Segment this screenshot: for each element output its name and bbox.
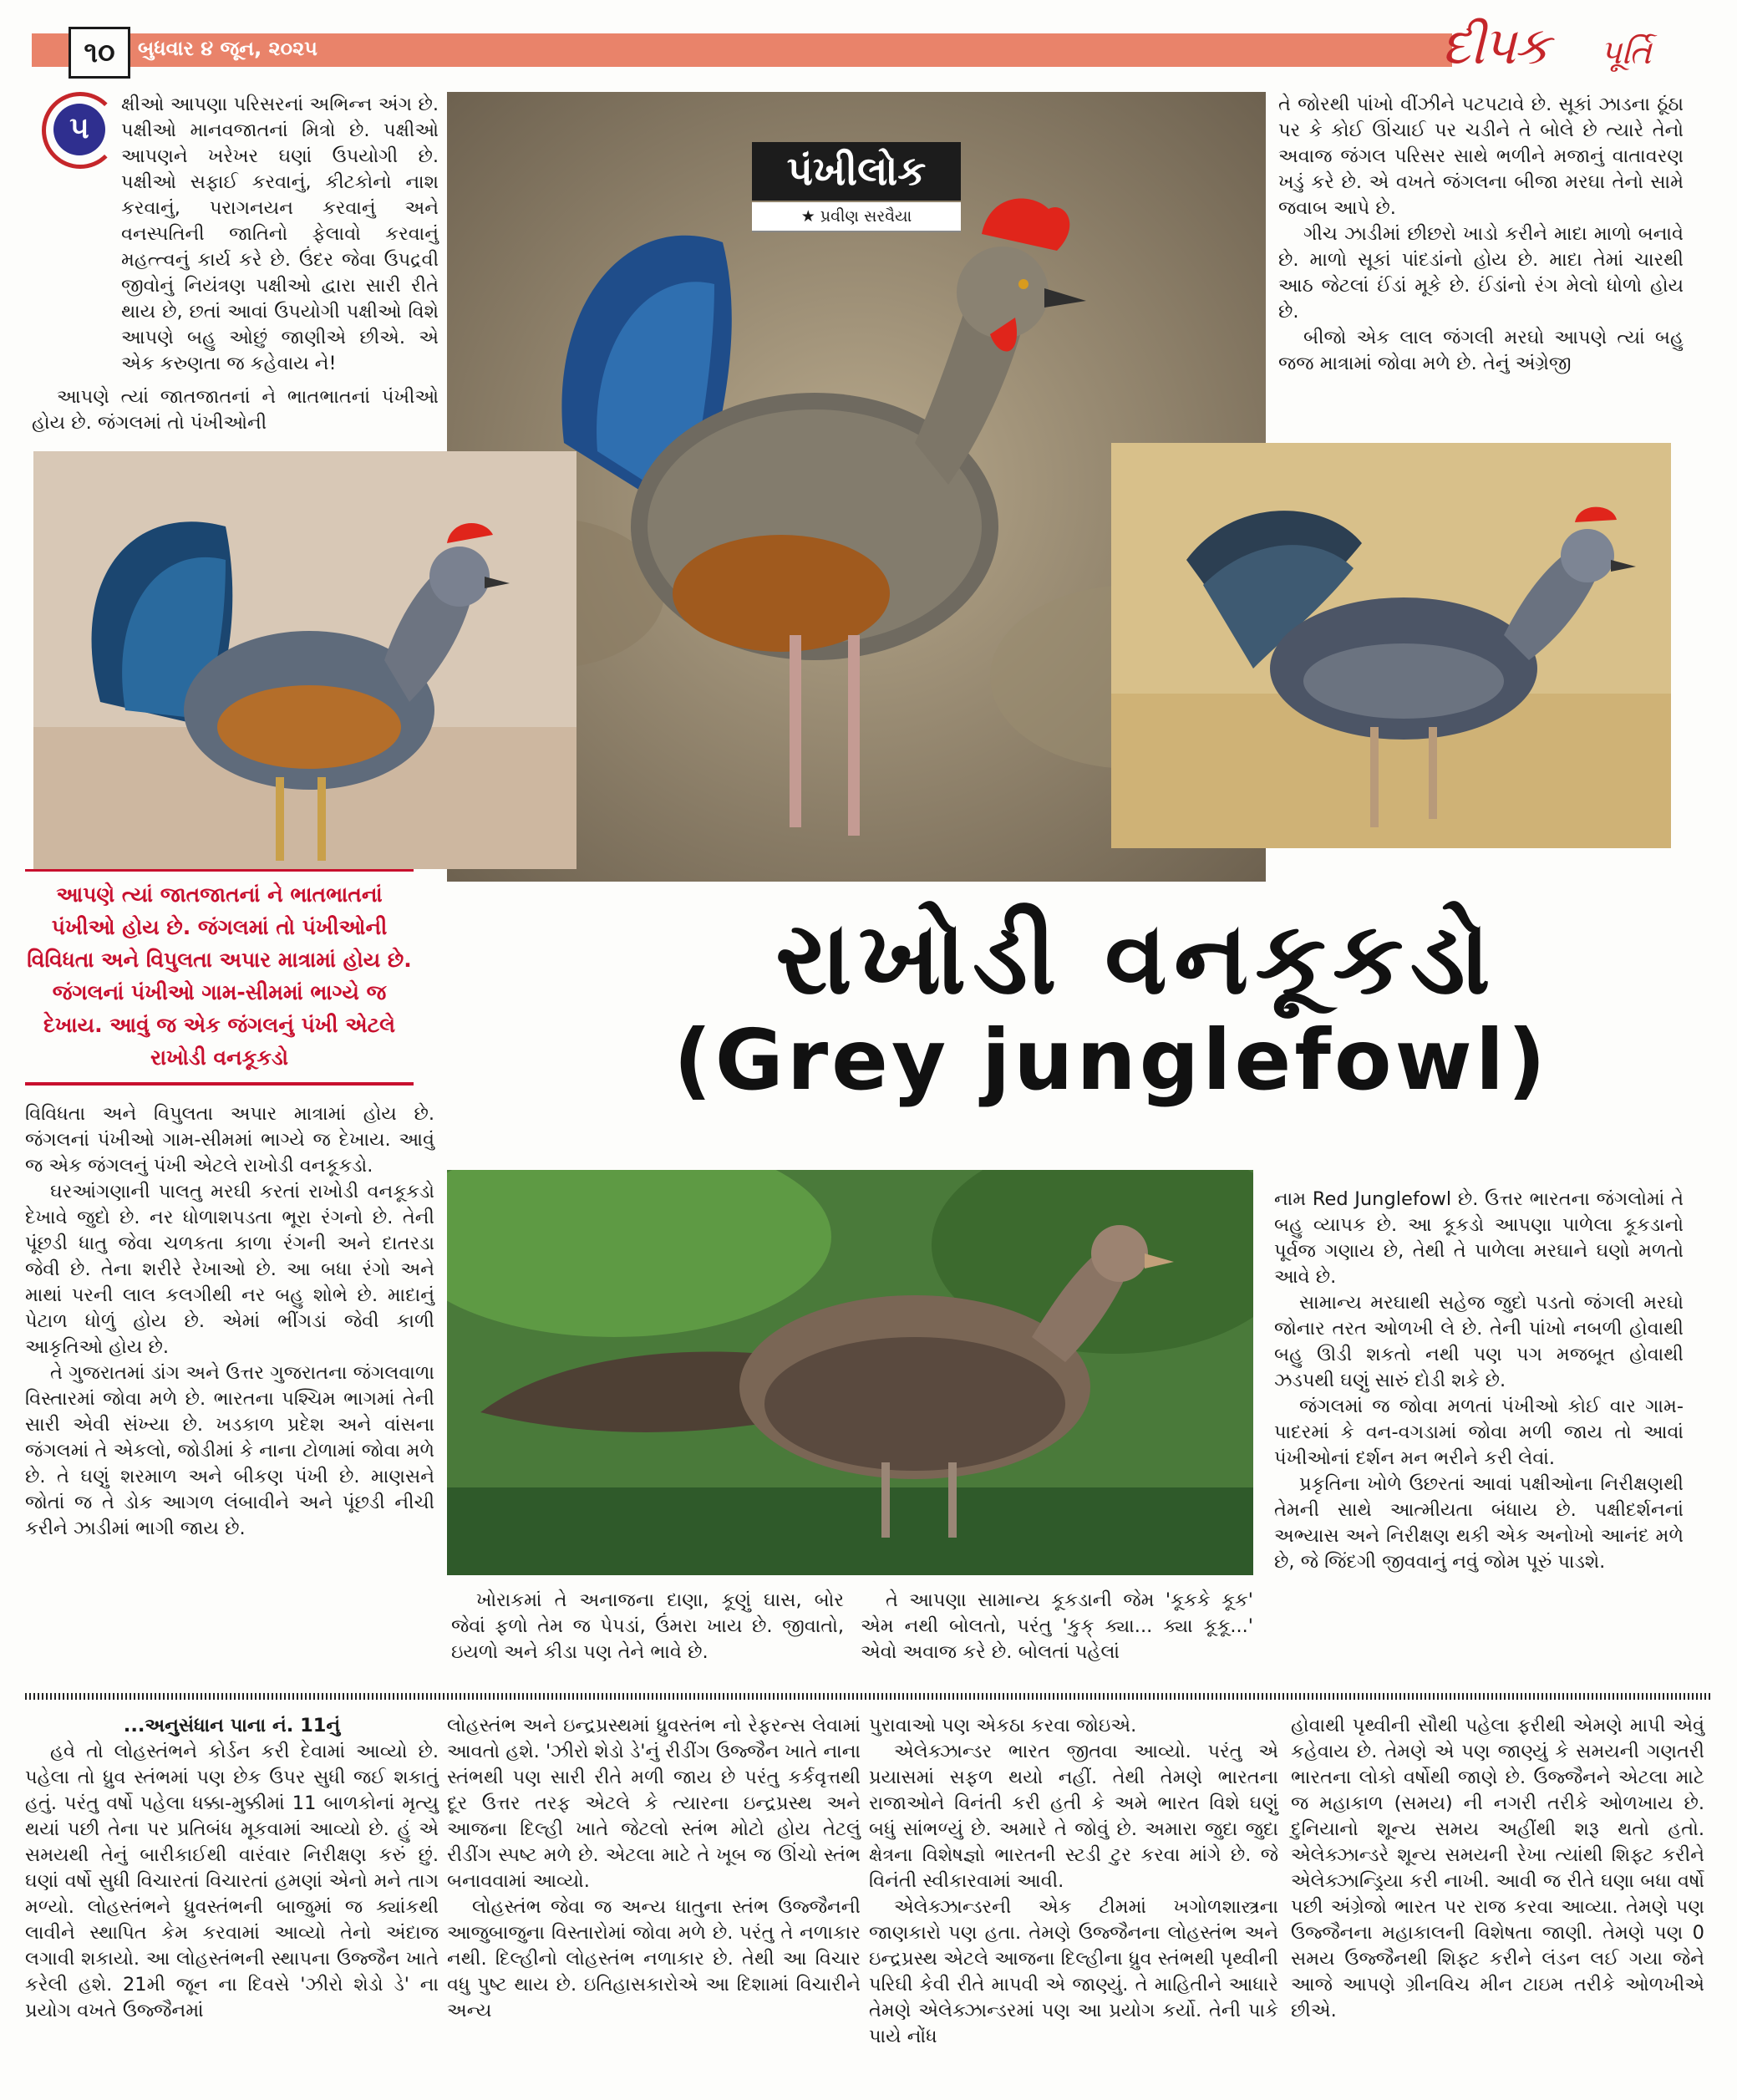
column-name: પંખીલોક (752, 142, 961, 201)
supplement-title: દીપક (1441, 15, 1548, 76)
continuation-heading: ...અનુસંધાન પાના નં. 11નું (123, 1715, 341, 1736)
article-paragraph: એલેક્ઝાન્ડરની એક ટીમમાં ખગોળશાસ્ત્રના જાણકારો પણ હતા. તેમણે ઉજ્જૈનના લોહસ્તંભ અને ઇન્દ્રપ્રસ્થ એટલે આજના દિલ્હીના ધ્રુવ સ્તંભથી પૃથ્વીની પરિઘી કેવી રીતે માપવી એ જાણ્યું. તે માહિતીને આધારે તેમણે એલેક્ઝાન્ડરમાં પણ આ પ્રયોગ કર્યો. તેની પાકે પાયે નોંધ (869, 1896, 1278, 2047)
article-col1-bottom (25, 1101, 434, 1542)
section-divider (25, 1693, 1713, 1700)
article-paragraph: ઘરઆંગણાની પાલતુ મરઘી કરતાં રાખોડી વનકૂકડો દેખાવે જુદો છે. નર ધોળાશપડતા ભૂરા રંગનો છે. તેની પૂંછડી ધાતુ જેવા ચળકતા કાળા રંગની અને દાતરડા જેવી છે. તેના શરીરે રેખાઓ છે. આ બધા રંગો અને માથાં પરની લાલ કલગીથી નર બહુ શોભે છે. માદાનું પેટાળ ધોળું હોય છે. એમાં ભીંગડાં જેવી કાળી આકૃતિઓ હોય છે. (25, 1181, 434, 1358)
article-paragraph: લોહસ્તંભ જેવા જ અન્ય ધાતુના સ્તંભ ઉજ્જૈનની આજુબાજુના વિસ્તારોમાં જોવા મળે છે. પરંતુ તે નળાકાર નથી. દિલ્હીનો લોહસ્તંભ નળાકાર છે. તેથી આ વિચાર વધુ પુષ્ટ થાય છે. ઇતિહાસકારોએ આ દિશામાં વિચારીને અન્ય (447, 1896, 861, 2021)
article-paragraph: હવે તો લોહસ્તંભને કોર્ડન કરી દેવામાં આવ્યો છે. પહેલા તો ધ્રુવ સ્તંભમાં પણ છેક ઉપર સુધી જઈ શકાતું હતું. પરંતુ વર્ષો પહેલા ધક્કા-મુક્કીમાં 11 બાળકોનાં મૃત્યુ થયાં પછી તેના પર પ્રતિબંધ મૂકવામાં આવ્યો છે. હું એ સમયથી તેનું બારીકાઈથી વારંવાર નિરીક્ષણ કરું છું. ઘણાં વર્ષો સુધી વિચારતાં વિચારતાં હમણાં એનો મને તાગ મળ્યો. લોહસ્તંભને ધ્રુવસ્તંભની બાજુમાં જ ક્યાંકથી લાવીને સ્થાપિત કેમ કરવામાં આવ્યો તેનો અંદાજ લગાવી શકાયો. આ લોહસ્તંભની સ્થાપના ઉજ્જૈન ખાતે કરેલી હશે. 21મી જૂન ના દિવસે 'ઝીરો શેડો ડે' ના પ્રયોગ વખતે ઉજ્જૈનમાં (25, 1741, 439, 2021)
headline-gujarati: રાખોડી વનકૂકડો (775, 901, 1497, 1017)
article-paragraph: ખોરાકમાં તે અનાજના દાણા, કૂણું ઘાસ, બોર જેવાં ફળો તેમ જ પેપડાં, ઉંમરા ખાય છે. જીવાતો, ઇયળો અને કીડા પણ તેને ભાવે છે. (451, 1589, 844, 1663)
article-col4-bottom (1274, 1187, 1684, 1575)
article-paragraph: ગીચ ઝાડીમાં છીછરો ખાડો કરીને માદા માળો બનાવે છે. માળો સૂકાં પાંદડાંનો હોય છે. માદા તેમાં ચારથી આઠ જેટલાં ઈંડાં મૂકે છે. ઈંડાંનો રંગ મેલો ધોળો હોય છે. (1278, 223, 1684, 323)
continuation-col2 (447, 1713, 861, 2024)
continuation-col3 (869, 1713, 1278, 2050)
author-byline: ★ પ્રવીણ સરવૈયા (752, 202, 961, 232)
photo-hen (447, 1170, 1253, 1575)
article-paragraph: તે જોરથી પાંખો વીંઝીને પટપટાવે છે. સૂકાં ઝાડના ઠૂંઠા પર કે કોઈ ઊંચાઈ પર ચડીને તે બોલે છે ત્યારે તેનો અવાજ જંગલ પરિસર સાથે ભળીને મજાનું વાતાવરણ ખડું કરે છે. એ વખતે જંગલના બીજા મરઘા તેનો સામે જવાબ આપે છે. (1278, 94, 1684, 219)
continuation-col1 (25, 1713, 439, 2024)
article-paragraph: તે ગુજરાતમાં ડાંગ અને ઉત્તર ગુજરાતના જંગલવાળા વિસ્તારમાં જોવા મળે છે. ભારતના પશ્ચિમ ભાગમાં તેની સારી એવી સંખ્યા છે. ખડકાળ પ્રદેશ અને વાંસના જંગલમાં તે એકલો, જોડીમાં કે નાના ટોળામાં જોવા મળે છે. તે ઘણું શરમાળ અને બીકણ પંખી છે. માણસને જોતાં જ તે ડોક આગળ લંબાવીને અને પૂંછડી નીચી કરીને ઝાડીમાં ભાગી જાય છે. (25, 1362, 434, 1539)
article-paragraph: પ્રકૃતિના ખોળે ઉછરતાં આવાં પક્ષીઓના નિરીક્ષણથી તેમની સાથે આત્મીયતા બંધાય છે. પક્ષીદર્શનનાં અભ્યાસ અને નિરીક્ષણ થકી એક અનોખો આનંદ મળે છે, જે જિંદગી જીવવાનું નવું જોમ પૂરું પાડશે. (1274, 1473, 1684, 1573)
article-paragraph: આપણે ત્યાં જાતજાતનાં ને ભાતભાતનાં પંખીઓ હોય છે. જંગલમાં તો પંખીઓની (32, 386, 439, 434)
dropcap-letter: ૫ (53, 104, 105, 155)
headline-english: (Grey junglefowl) (673, 1011, 1549, 1109)
article-paragraph: જંગલમાં જ જોવા મળતાં પંખીઓ કોઈ વાર ગામ-પાદરમાં કે વન-વગડામાં જોવા મળી જાય તો આવાં પંખીઓનાં દર્શન મન ભરીને કરી લેવાં. (1274, 1396, 1684, 1469)
article-paragraph: વિવિધતા અને વિપુલતા અપાર માત્રામાં હોય છે. જંગલનાં પંખીઓ ગામ-સીમમાં ભાગ્યે જ દેખાય. આવું જ એક જંગલનું પંખી એટલે રાખોડી વનકૂકડો. (25, 1103, 434, 1177)
article-paragraph: એલેક્ઝાન્ડર ભારત જીતવા આવ્યો. પરંતુ એ પ્રયાસમાં સફળ થયો નહીં. તેથી તેમણે ભારતના રાજાઓને વિનંતી કરી હતી કે અમે ભારત વિશે ઘણું બધું સાંભળ્યું છે. અમારે તે જોવું છે. અમારા જુદા જુદા ક્ષેત્રના વિશેષજ્ઞો ભારતની સ્ટડી ટુર કરવા માંગે છે. જે વિનંતી સ્વીકારવામાં આવી. (869, 1741, 1278, 1892)
pull-quote: આપણે ત્યાં જાતજાતનાં ને ભાતભાતનાં પંખીઓ હોય છે. જંગલમાં તો પંખીઓની વિવિધતા અને વિપુલતા અપાર માત્રામાં હોય છે. જંગલનાં પંખીઓ ગામ-સીમમાં ભાગ્યે જ દેખાય. આવું જ એક જંગલનું પંખી એટલે રાખોડી વનકૂકડો (25, 869, 414, 1086)
article-paragraph: ક્ષીઓ આપણા પરિસરનાં અભિન્ન અંગ છે. પક્ષીઓ માનવજાતનાં મિત્રો છે. પક્ષીઓ આપણને ખરેખર ઘણાં ઉપયોગી છે. પક્ષીઓ સફાઈ કરવાનું, કીટકોનો નાશ કરવાનું, પરાગનયન કરવાનું અને વનસ્પતિની જાતિનો ફેલાવો કરવાનું મહત્ત્વનું કાર્ય કરે છે. ઉંદર જેવા ઉપદ્રવી જીવોનું નિયંત્રણ પક્ષીઓ દ્વારા સારી રીતે થાય છે, છતાં આવાં ઉપયોગી પક્ષીઓ વિશે આપણે બહુ ઓછું જાણીએ છીએ. એ એક કરુણતા જ કહેવાય ને! (121, 94, 439, 374)
article-paragraph: તે આપણા સામાન્ય કૂકડાની જેમ 'કૂકકે કૂક' એમ નથી બોલતો, પરંતુ 'કુક્ ક્યા... ક્યા કૂકૂ...' એવો અવાજ કરે છે. બોલતાં પહેલાં (861, 1589, 1253, 1663)
photo-rooster-left (33, 451, 576, 869)
continuation-col4 (1291, 1713, 1704, 2024)
article-paragraph: પુરાવાઓ પણ એકઠા કરવા જોઇએ. (869, 1715, 1137, 1736)
article-col3-bottom (861, 1588, 1253, 1665)
supplement-word: પૂર્તિ (1600, 33, 1652, 72)
article-paragraph: સામાન્ય મરઘાથી સહેજ જુદો પડતો જંગલી મરઘો જોનાર તરત ઓળખી લે છે. તેની પાંખો નબળી હોવાથી બહુ ઊડી શકતો નથી પણ પગ મજબૂત હોવાથી ઝડપથી ઘણું સારું દોડી શકે છે. (1274, 1292, 1684, 1391)
photo-rooster-right (1111, 443, 1671, 848)
article-paragraph: નામ Red Junglefowl છે. ઉત્તર ભારતના જંગલોમાં તે બહુ વ્યાપક છે. આ કૂકડો આપણા પાળેલા કૂકડાનો પૂર્વજ ગણાય છે, તેથી તે પાળેલા મરઘાને ઘણો મળતો આવે છે. (1274, 1188, 1684, 1288)
article-col1-top-b (32, 384, 439, 436)
issue-date: બુધવાર ૪ જૂન, ૨૦૨૫ (138, 37, 317, 60)
article-col2-bottom (451, 1588, 844, 1665)
article-col4-top (1278, 92, 1684, 377)
article-col1-top-a (121, 92, 439, 377)
supplement-logo (1441, 15, 1717, 90)
article-paragraph: બીજો એક લાલ જંગલી મરઘો આપણે ત્યાં બહુ જજ માત્રામાં જોવા મળે છે. તેનું અંગ્રેજી (1278, 327, 1684, 374)
article-paragraph: લોહસ્તંભ અને ઇન્દ્રપ્રસ્થમાં ધ્રુવસ્તંભ નો રેફરન્સ લેવામાં આવતો હશે. 'ઝીરો શેડો ડે'નું રીડીંગ ઉજ્જૈન ખાતે નાના સ્તંભથી પણ સારી રીતે મળી જાય છે પરંતુ કર્કવૃત્તથી દૂર ઉત્તર તરફ એટલે કે ત્યારના ઇન્દ્રપ્રસ્થ અને આજના દિલ્હી ખાતે જેટલો સ્તંભ મોટો હોય તેટલું રીડીંગ સ્પષ્ટ મળે છે. એટલા માટે તે ખૂબ જ ઊંચો સ્તંભ બનાવવામાં આવ્યો. (447, 1715, 861, 1892)
page-number: ૧૦ (69, 27, 130, 79)
article-paragraph: હોવાથી પૃથ્વીની સૌથી પહેલા ફરીથી એમણે માપી એવું કહેવાય છે. તેમણે એ પણ જાણ્યું કે સમયની ગણતરી ભારતના લોકો વર્ષોથી જાણે છે. ઉજ્જૈનને એટલા માટે જ મહાકાળ (સમય) ની નગરી તરીકે ઓળખાય છે. દુનિયાનો શૂન્ય સમય અહીંથી શરૂ થતો હતો. એલેક્ઝાન્ડરે શૂન્ય સમયની રેખા ત્યાંથી શિફ્ટ કરીને એલેક્ઝાન્ડ્રિયા કરી નાખી. આવી જ રીતે ઘણા બધા વર્ષો પછી અંગ્રેજો ભારત પર રાજ કરવા આવ્યા. તેમણે પણ ઉજ્જૈનના મહાકાલની વિશેષતા જાણી. તેમણે પણ 0 સમય ઉજ્જૈનથી શિફ્ટ કરીને લંડન લઈ ગયા જેને આજે આપણે ગ્રીનવિચ મીન ટાઇમ તરીકે ઓળખીએ છીએ. (1291, 1715, 1704, 2021)
